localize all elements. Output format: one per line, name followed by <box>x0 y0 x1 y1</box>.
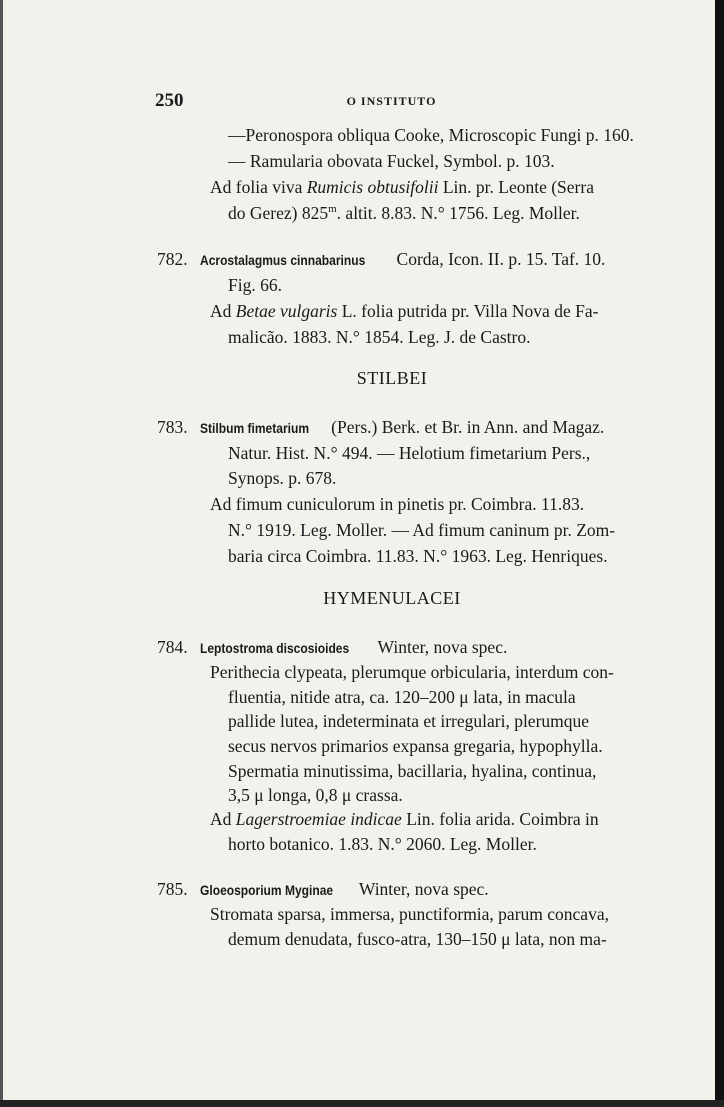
entry-784-line-2: Perithecia clypeata, plerumque orbicularia, interdum con- <box>210 662 614 682</box>
entry-784-line-6: Spermatia minutissima, bacillaria, hyalina, continua, <box>228 761 597 781</box>
entry-785-number: 785. <box>157 879 188 899</box>
genus-name: Acrostalagmus cinnabarinus <box>200 252 366 268</box>
entry-784-line-5: secus nervos primarios expansa gregaria, hypophylla. <box>228 736 603 756</box>
entry-784-line-1 <box>200 636 507 659</box>
superscript: m <box>328 203 337 216</box>
continuation-line-4 <box>228 202 580 224</box>
genus-name: Stilbum fimetarium <box>200 420 310 436</box>
text: Winter, nova spec. <box>373 637 508 657</box>
entry-783-line-4: Ad fimum cuniculorum in pinetis pr. Coimbra. 11.83. <box>210 494 585 514</box>
entry-783-number: 783. <box>157 417 188 437</box>
entry-785-line-3: demum denudata, fusco-atra, 130–150 μ lata, non ma- <box>228 929 607 949</box>
scan-right-border <box>715 0 724 1107</box>
text: Ad <box>210 301 236 321</box>
entry-784-line-9: horto botanico. 1.83. N.° 2060. Leg. Moller. <box>228 834 537 854</box>
entry-782-number: 782. <box>157 249 188 269</box>
text: Lin. folia arida. Coimbra in <box>401 809 599 829</box>
entry-783-line-1 <box>200 416 604 439</box>
section-heading-hymenulacei: HYMENULACEI <box>323 588 461 608</box>
page-header <box>155 90 628 112</box>
species-italic: Rumicis obtusifolii <box>306 177 439 197</box>
entry-785-line-2: Stromata sparsa, immersa, punctiformia, parum concava, <box>210 904 609 924</box>
entry-785-line-1 <box>200 878 489 901</box>
entry-784-line-8 <box>210 808 599 830</box>
text: Winter, nova spec. <box>354 879 489 899</box>
entry-782-line-3 <box>210 300 598 322</box>
entry-782-line-4: malicão. 1883. N.° 1854. Leg. J. de Castro. <box>228 327 531 347</box>
entry-784-line-7: 3,5 μ longa, 0,8 μ crassa. <box>228 785 403 805</box>
text: (Pers.) Berk. et Br. in Ann. and Magaz. <box>326 417 605 437</box>
genus-name: Leptostroma discosioides <box>200 640 350 656</box>
continuation-line-1: —Peronospora obliqua Cooke, Microscopic Fungi p. 160. <box>228 125 634 145</box>
entry-784-number: 784. <box>157 637 188 657</box>
genus-name: Gloeosporium Myginae <box>200 882 334 898</box>
species-italic: Lagerstroemiae indicae <box>235 809 402 829</box>
continuation-line-3 <box>210 176 594 198</box>
text: Ad folia viva <box>210 177 307 197</box>
running-head: O INSTITUTO <box>346 94 437 108</box>
text: Ad <box>210 809 236 829</box>
entry-784-line-3: fluentia, nitide atra, ca. 120–200 μ lata, in macula <box>228 687 576 707</box>
text: Corda, Icon. II. p. 15. Taf. 10. <box>392 249 606 269</box>
entry-783-line-2: Natur. Hist. N.° 494. — Helotium fimetarium Pers., <box>228 443 591 463</box>
scan-bottom-border <box>0 1100 724 1107</box>
entry-784-line-4: pallide lutea, indeterminata et irregulari, plerumque <box>228 711 590 731</box>
section-heading-stilbei: STILBEI <box>356 368 428 388</box>
entry-782-line-2: Fig. 66. <box>228 275 282 295</box>
scan-left-edge <box>0 0 3 1107</box>
entry-782-line-1 <box>200 248 605 271</box>
species-italic: Betae vulgaris <box>235 301 338 321</box>
text: L. folia putrida pr. Villa Nova de Fa- <box>337 301 599 321</box>
text: . altit. 8.83. N.° 1756. Leg. Moller. <box>336 203 580 223</box>
text: Lin. pr. Leonte (Serra <box>438 177 594 197</box>
page-number: 250 <box>155 90 184 111</box>
entry-783-line-3: Synops. p. 678. <box>228 468 337 488</box>
text: do Gerez) 825 <box>228 203 329 223</box>
entry-783-line-6: baria circa Coimbra. 11.83. N.° 1963. Leg. Henriques. <box>228 546 608 566</box>
entry-783-line-5: N.° 1919. Leg. Moller. — Ad fimum caninum pr. Zom- <box>228 520 616 540</box>
continuation-line-2: — Ramularia obovata Fuckel, Symbol. p. 103. <box>228 151 555 171</box>
